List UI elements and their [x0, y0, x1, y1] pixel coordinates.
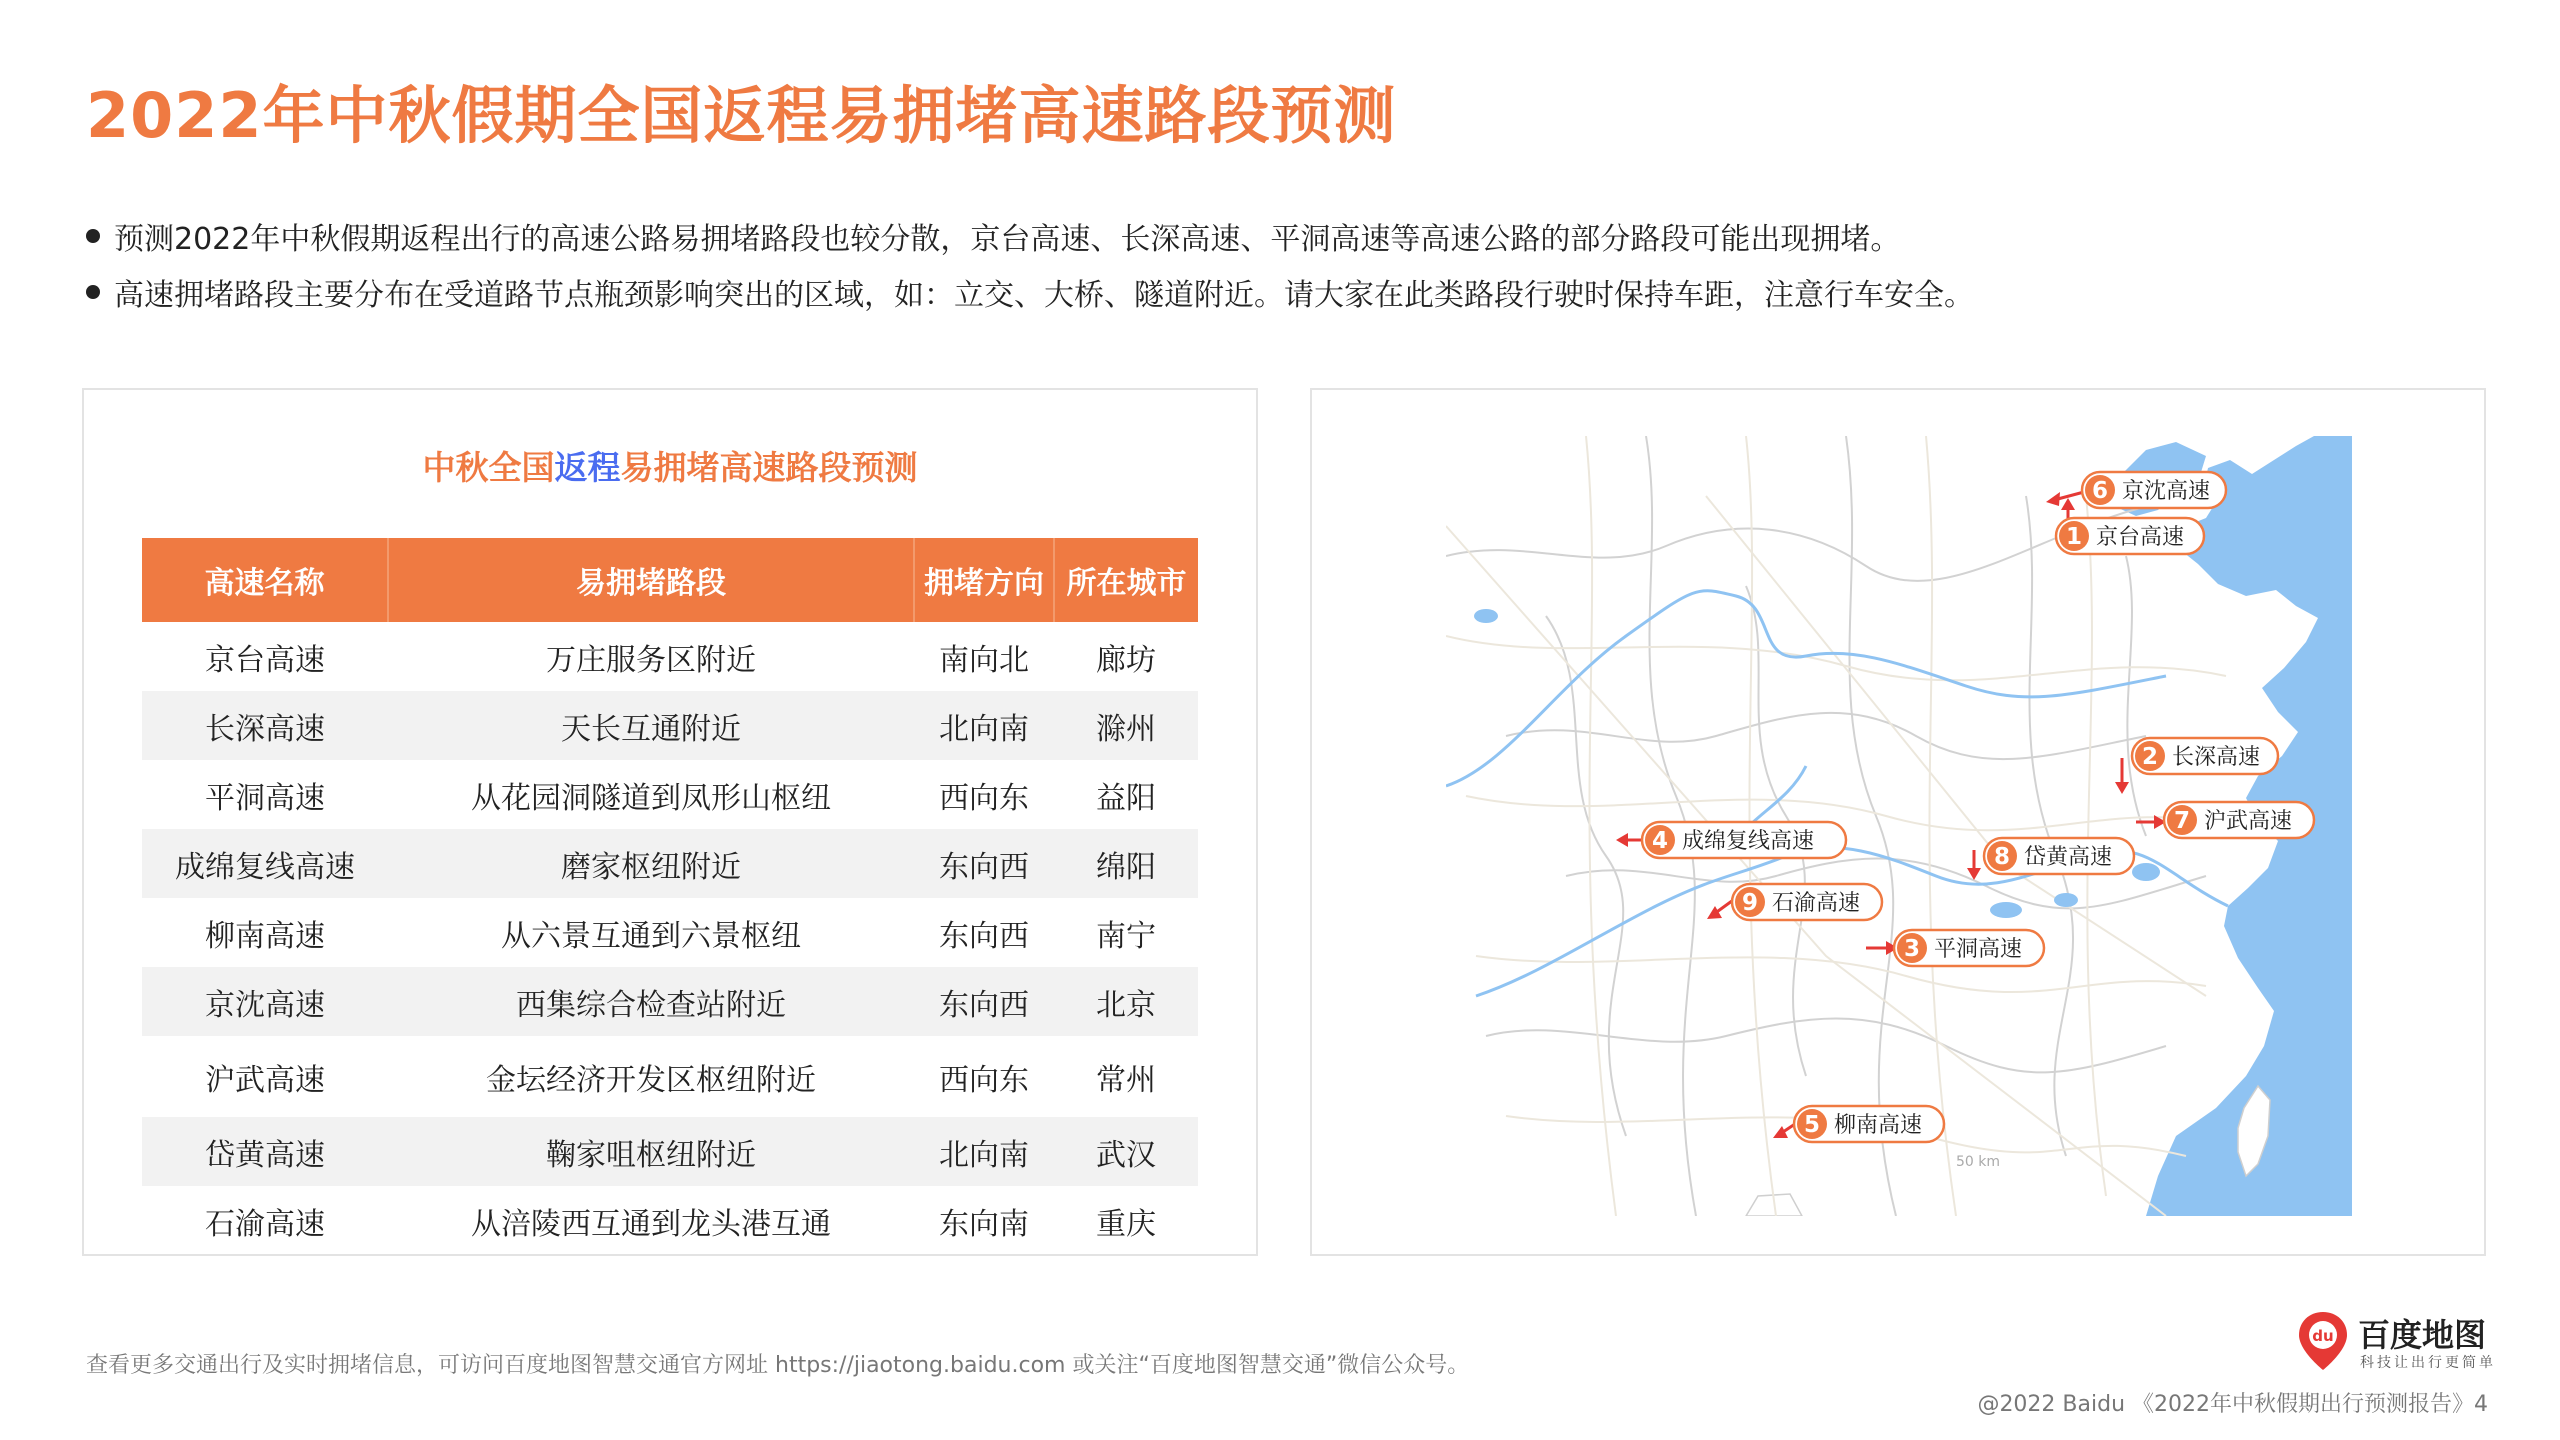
cell-highway: 沪武高速	[205, 1062, 325, 1098]
marker-number: 8	[1993, 844, 2011, 870]
header-city: 所在城市	[1054, 538, 1198, 622]
summary-bullets	[86, 208, 2486, 320]
cell-highway: 岱黄高速	[142, 1117, 388, 1186]
cell-city: 北京	[1054, 967, 1198, 1036]
cell-highway: 京台高速	[205, 642, 325, 678]
table-row	[142, 898, 1198, 967]
table-title	[84, 442, 1256, 489]
table-row	[142, 829, 1198, 898]
cell-highway: 平洞高速	[205, 780, 325, 816]
marker-label: 京台高速	[2096, 525, 2185, 550]
table-row	[142, 622, 1198, 691]
header-highway-name: 高速名称	[142, 538, 388, 622]
bullet-text: 预测2022年中秋假期返程出行的高速公路易拥堵路段也较分散，京台高速、长深高速、平洞高速等高速公路的部分路段可能出现拥堵。	[114, 222, 1901, 257]
marker-number: 9	[1741, 890, 1759, 916]
table-title-highlight: 返程	[554, 448, 621, 487]
table-row	[142, 691, 1198, 760]
cell-city: 廊坊	[1096, 642, 1156, 678]
cell-direction: 南向北	[939, 642, 1029, 678]
cell-city: 常州	[1096, 1062, 1156, 1098]
marker-label: 平洞高速	[1934, 937, 2023, 962]
logo-tagline: 科技让出行更简单	[2360, 1355, 2496, 1371]
cell-direction: 东向西	[914, 829, 1054, 898]
bullet-dot-icon	[86, 285, 100, 299]
marker-label: 京沈高速	[2122, 479, 2211, 504]
table-title-suffix: 易拥堵高速路段预测	[620, 448, 918, 487]
cell-section: 天长互通附近	[388, 691, 914, 760]
cell-city: 南宁	[1096, 918, 1156, 954]
cell-section: 从六景互通到六景枢纽	[501, 918, 801, 954]
marker-label: 柳南高速	[1834, 1113, 1923, 1138]
cell-direction: 东向南	[939, 1206, 1029, 1242]
bullet-text: 高速拥堵路段主要分布在受道路节点瓶颈影响突出的区域，如：立交、大桥、隧道附近。请大家在此类路段行驶时保持车距，注意行车安全。	[114, 278, 1974, 313]
cell-direction: 东向西	[914, 967, 1054, 1036]
cell-highway: 长深高速	[142, 691, 388, 760]
cell-direction: 西向东	[939, 780, 1029, 816]
cell-city: 滁州	[1054, 691, 1198, 760]
marker-label: 沪武高速	[2204, 809, 2293, 834]
marker-number: 2	[2141, 744, 2159, 770]
cell-highway: 柳南高速	[205, 918, 325, 954]
cell-section: 金坛经济开发区枢纽附近	[486, 1062, 816, 1098]
table-row	[142, 1186, 1198, 1255]
map-scale: 50 km	[1956, 1154, 2001, 1170]
cell-direction: 北向南	[914, 1117, 1054, 1186]
marker-chengmian[interactable]	[1616, 822, 1846, 858]
cell-section: 从涪陵西互通到龙头港互通	[471, 1206, 831, 1242]
bullet-item	[86, 208, 2486, 264]
header-direction: 拥堵方向	[914, 538, 1054, 622]
marker-number: 6	[2091, 478, 2109, 504]
table-row	[142, 967, 1198, 1036]
cell-highway: 成绵复线高速	[142, 829, 388, 898]
marker-number: 3	[1903, 936, 1921, 962]
header-congested-section: 易拥堵路段	[388, 538, 914, 622]
baidu-map-pin-icon	[2296, 1310, 2350, 1372]
cell-direction: 东向西	[939, 918, 1029, 954]
cell-section: 西集综合检查站附近	[388, 967, 914, 1036]
cell-highway: 石渝高速	[205, 1206, 325, 1242]
table-row	[142, 1117, 1198, 1186]
cell-direction: 西向东	[939, 1062, 1029, 1098]
bullet-item	[86, 264, 2486, 320]
cell-section: 万庄服务区附近	[546, 642, 756, 678]
marker-number: 1	[2065, 524, 2083, 550]
cell-section: 从花园洞隧道到凤形山枢纽	[471, 780, 831, 816]
table-row	[142, 760, 1198, 829]
cell-section: 鞠家咀枢纽附近	[388, 1117, 914, 1186]
marker-number: 4	[1651, 828, 1669, 854]
china-map	[1446, 436, 2352, 1216]
marker-number: 5	[1803, 1112, 1821, 1138]
table-row	[142, 1036, 1198, 1117]
baidu-map-logo	[2296, 1310, 2496, 1372]
cell-city: 重庆	[1096, 1206, 1156, 1242]
cell-city: 益阳	[1096, 780, 1156, 816]
marker-liunan[interactable]	[1773, 1106, 1944, 1142]
logo-name: 百度地图	[2358, 1316, 2487, 1354]
table-panel	[82, 388, 1258, 1256]
footer-note: 查看更多交通出行及实时拥堵信息，可访问百度地图智慧交通官方网址 https://jiaotong.baidu.com 或关注“百度地图智慧交通”微信公众号。	[86, 1353, 1470, 1378]
marker-label: 岱黄高速	[2024, 845, 2113, 870]
bullet-dot-icon	[86, 229, 100, 243]
cell-highway: 京沈高速	[142, 967, 388, 1036]
congestion-table	[142, 538, 1198, 1255]
logo-icon-text: du	[2312, 1327, 2334, 1345]
copyright: @2022 Baidu 《2022年中秋假期出行预测报告》4	[1977, 1392, 2488, 1417]
marker-label: 成绵复线高速	[1682, 829, 1815, 854]
table-title-prefix: 中秋全国	[422, 448, 555, 487]
cell-section: 磨家枢纽附近	[388, 829, 914, 898]
table-header-row	[142, 538, 1198, 622]
page-title: 2022年中秋假期全国返程易拥堵高速路段预测	[86, 79, 1397, 152]
map-panel	[1310, 388, 2486, 1256]
cell-city: 绵阳	[1054, 829, 1198, 898]
marker-number: 7	[2173, 808, 2191, 834]
cell-city: 武汉	[1054, 1117, 1198, 1186]
marker-label: 石渝高速	[1772, 891, 1861, 916]
marker-label: 长深高速	[2172, 745, 2261, 770]
cell-direction: 北向南	[914, 691, 1054, 760]
